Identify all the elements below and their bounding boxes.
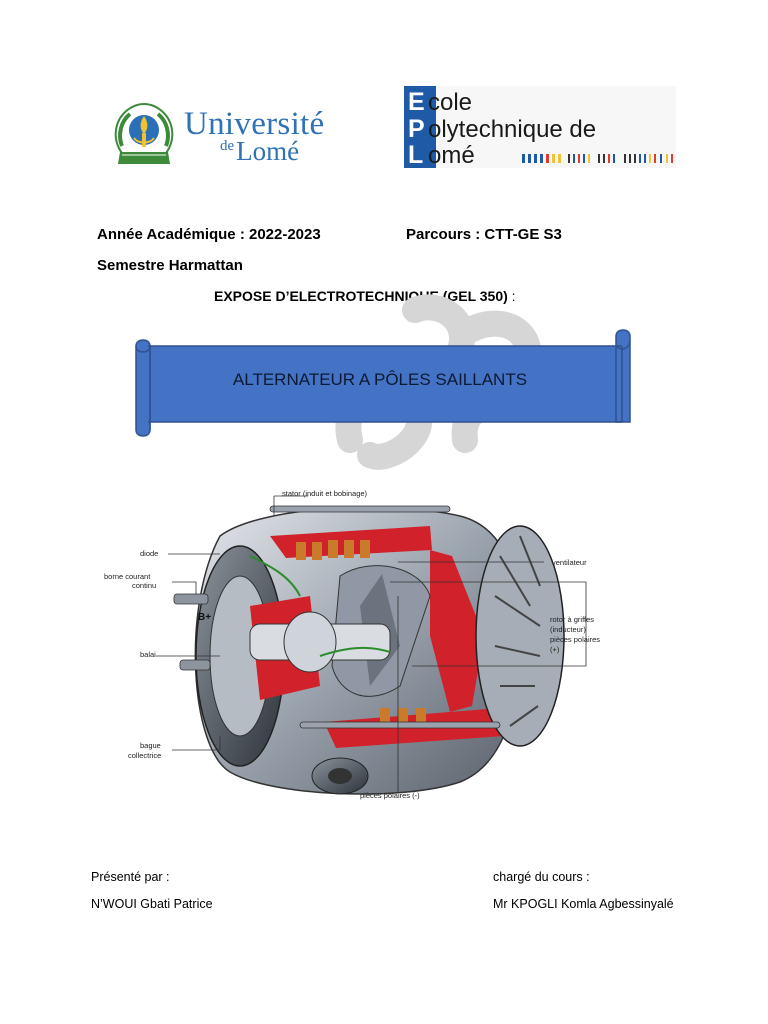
- ecole-polytechnique-logo: [404, 86, 676, 168]
- label-diode: diode: [140, 549, 159, 558]
- epl-row-ecole: E cole: [408, 88, 473, 116]
- parcours: Parcours : CTT-GE S3: [406, 226, 562, 243]
- epl-color-stripes-icon: [522, 152, 674, 164]
- label-rotor-griffes: rotor à griffes: [550, 615, 595, 624]
- label-b-plus: B+: [198, 612, 212, 623]
- label-inducteur: (inducteur): [550, 625, 586, 634]
- alternator-cutaway-figure: [100, 486, 620, 806]
- label-pieces-polaires-minus: pièces polaires (-): [360, 791, 420, 800]
- label-collectrice: collectrice: [128, 751, 162, 760]
- label-pieces-polaires-plus: pièces polaires: [550, 635, 601, 644]
- label-borne-courant: borne courant: [104, 572, 151, 581]
- epl-row-polytechnique: P olytechnique de: [408, 115, 597, 143]
- annee-academique: Année Académique : 2022-2023: [97, 226, 321, 243]
- expose-title: EXPOSE D’ELECTROTECHNIQUE (GEL 350) :: [214, 288, 516, 304]
- label-continu: continu: [132, 581, 157, 590]
- alternator-cutaway-icon: [100, 486, 620, 806]
- label-bague: bague: [140, 741, 161, 750]
- label-stator: stator (induit et bobinage): [282, 489, 368, 498]
- charge-du-cours-label: chargé du cours :: [493, 870, 590, 884]
- universite-de-lome-logo: [108, 100, 348, 170]
- universite-text: Université: [184, 106, 325, 142]
- epl-row-lome: L omé: [408, 141, 475, 169]
- banner-title: ALTERNATEUR A PÔLES SAILLANTS: [232, 370, 528, 389]
- label-balai: balai: [140, 650, 156, 659]
- de-lome-text: $^{de}$Lomé: [220, 136, 300, 166]
- semestre: Semestre Harmattan: [97, 257, 243, 274]
- charge-du-cours-name: Mr KPOGLI Komla Agbessinyalé: [493, 897, 674, 911]
- label-ventilateur: ventilateur: [552, 558, 587, 567]
- presente-par-name: N’WOUI Gbati Patrice: [91, 897, 213, 911]
- label-plus: (+): [550, 645, 560, 654]
- university-seal-icon: [108, 100, 180, 170]
- presente-par-label: Présenté par :: [91, 870, 170, 884]
